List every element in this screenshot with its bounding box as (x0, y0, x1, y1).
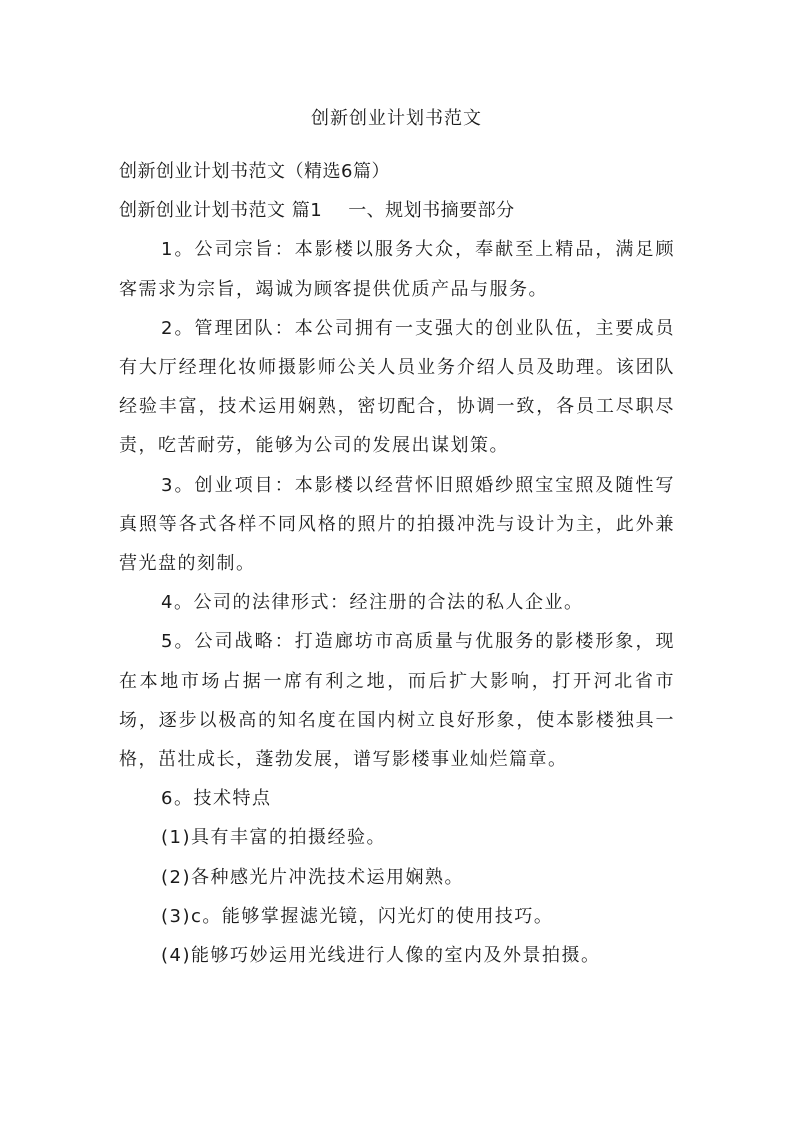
paragraph-legal-form: 4。公司的法律形式：经注册的合法的私人企业。 (161, 592, 584, 614)
list-item-filters-flash: (3)c。能够掌握滤光镜，闪光灯的使用技巧。 (161, 905, 554, 927)
section-heading-line (119, 191, 675, 230)
paragraph-company-purpose: 1。公司宗旨：本影楼以服务大众，奉献至上精品，满足顾客需求为宗旨，竭诚为顾客提供优质产品与服务。 (119, 239, 675, 300)
section-heading: 创新创业计划书范文 篇1 (119, 200, 323, 222)
list-item-experience: (1)具有丰富的拍摄经验。 (161, 827, 386, 849)
subtitle: 创新创业计划书范文（精选6篇） (119, 161, 390, 182)
list-item-lighting: (4)能够巧妙运用光线进行人像的室内及外景拍摄。 (161, 945, 601, 967)
document-body (119, 152, 675, 975)
list-item-film-processing: (2)各种感光片冲洗技术运用娴熟。 (161, 866, 464, 888)
paragraph-company-strategy: 5。公司战略：打造廊坊市高质量与优服务的影楼形象，现在本地市场占据一席有利之地，而后扩大影响，打开河北省市场，逐步以极高的知名度在国内树立良好形象，使本影楼独具一格，茁壮成长，蓬勃发展，谱写影楼事业灿烂篇章。 (119, 631, 675, 771)
document-title: 创新创业计划书范文 (311, 108, 482, 129)
paragraph-management-team: 2。管理团队：本公司拥有一支强大的创业队伍，主要成员有大厅经理化妆师摄影师公关人员业务介绍人员及助理。该团队经验丰富，技术运用娴熟，密切配合，协调一致，各员工尽职尽责，吃苦耐劳，能够为公司的发展出谋划策。 (119, 317, 675, 457)
paragraph-business-project: 3。创业项目：本影楼以经营怀旧照婚纱照宝宝照及随性写真照等各式各样不同风格的照片的拍摄冲洗与设计为主，此外兼营光盘的刻制。 (119, 474, 675, 575)
paragraph-technical-features: 6。技术特点 (161, 788, 272, 810)
section-part: 一、规划书摘要部分 (348, 200, 515, 222)
